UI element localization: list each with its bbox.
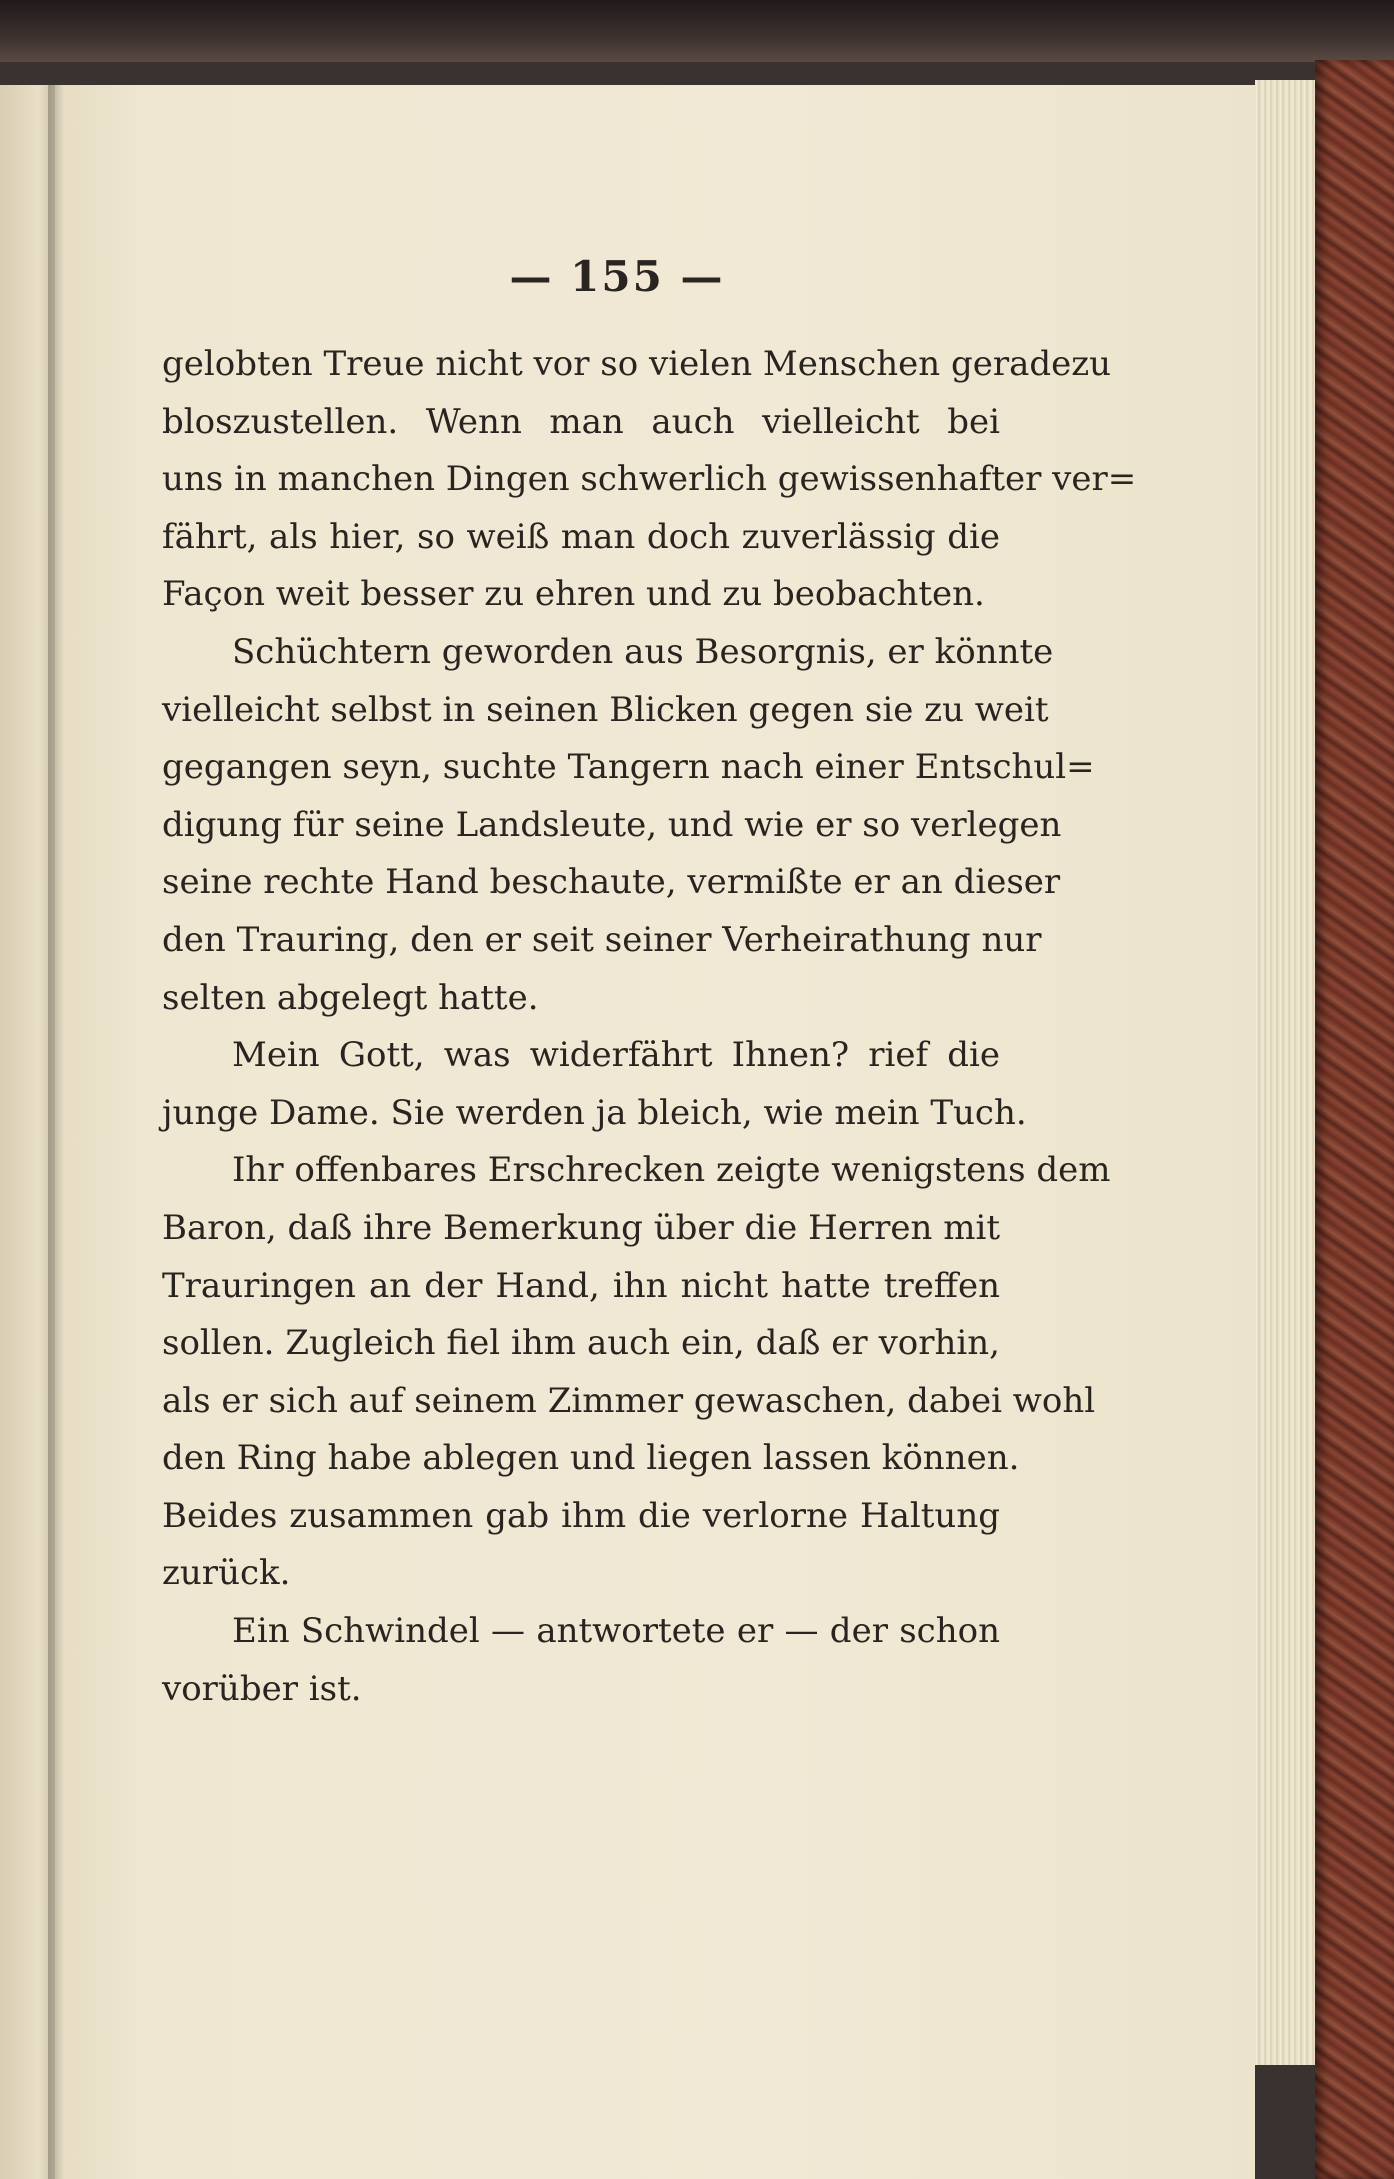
paragraph: [162, 624, 1095, 1027]
text-line: Ein Schwindel — antwortete er — der schon: [232, 1611, 1000, 1652]
text-line: den Trauring, den er seit seiner Verheirathung nur: [162, 919, 1042, 960]
text-line: bloszustellen. Wenn man auch vielleicht bei: [162, 401, 1000, 442]
text-line: gelobten Treue nicht vor so vielen Menschen geradezu: [162, 344, 1112, 384]
text-line: zurück.: [162, 1553, 291, 1594]
text-line: digung für seine Landsleute, und wie er so verlegen: [162, 804, 1062, 845]
body-text: [162, 336, 1137, 1718]
text-line: selten abgelegt hatte.: [162, 977, 539, 1018]
text-line: Beides zusammen gab ihm die verlorne Haltung: [162, 1495, 1000, 1536]
text-line: Schüchtern geworden aus Besorgnis, er könnte: [232, 631, 1054, 672]
text-line: Baron, daß ihre Bemerkung über die Herren mit: [162, 1207, 1000, 1248]
page-number: — 155 —: [509, 252, 725, 301]
text-line: seine rechte Hand beschaute, vermißte er an dieser: [162, 862, 1061, 903]
paragraph: [162, 1027, 1027, 1142]
paragraph: [162, 1142, 1111, 1603]
text-line: sollen. Zugleich fiel ihm auch ein, daß er vorhin,: [162, 1323, 1000, 1364]
marbled-cover-board: [1315, 60, 1394, 2179]
paragraph: [162, 1603, 1000, 1718]
text-line: uns in manchen Dingen schwerlich gewissenhafter ver=: [162, 459, 1137, 500]
text-line: Trauringen an der Hand, ihn nicht hatte treffen: [162, 1265, 1000, 1306]
facing-page-edge: [0, 85, 55, 2179]
text-line: vielleicht selbst in seinen Blicken gegen sie zu weit: [162, 689, 1049, 730]
page-block-edges: [1255, 80, 1319, 2065]
text-line: Façon weit besser zu ehren und zu beobachten.: [162, 574, 985, 615]
text-line: gegangen seyn, suchte Tangern nach einer Entschul=: [162, 747, 1095, 788]
text-line: fährt, als hier, so weiß man doch zuverlässig die: [162, 516, 1000, 557]
paragraph: [162, 336, 1137, 624]
page-header: [0, 252, 1394, 301]
text-line: junge Dame. Sie werden ja bleich, wie mein Tuch.: [162, 1092, 1027, 1133]
text-line: Ihr offenbares Erschrecken zeigte wenigstens dem: [232, 1150, 1111, 1191]
text-line: als er sich auf seinem Zimmer gewaschen, dabei wohl: [162, 1380, 1096, 1421]
text-line: vorüber ist.: [162, 1668, 362, 1709]
text-line: den Ring habe ablegen und liegen lassen können.: [162, 1438, 1020, 1479]
page-gutter-shadow: [48, 85, 64, 2179]
text-line: Mein Gott, was widerfährt Ihnen? rief die: [232, 1035, 1000, 1076]
scan-background-edge: [0, 0, 1394, 62]
